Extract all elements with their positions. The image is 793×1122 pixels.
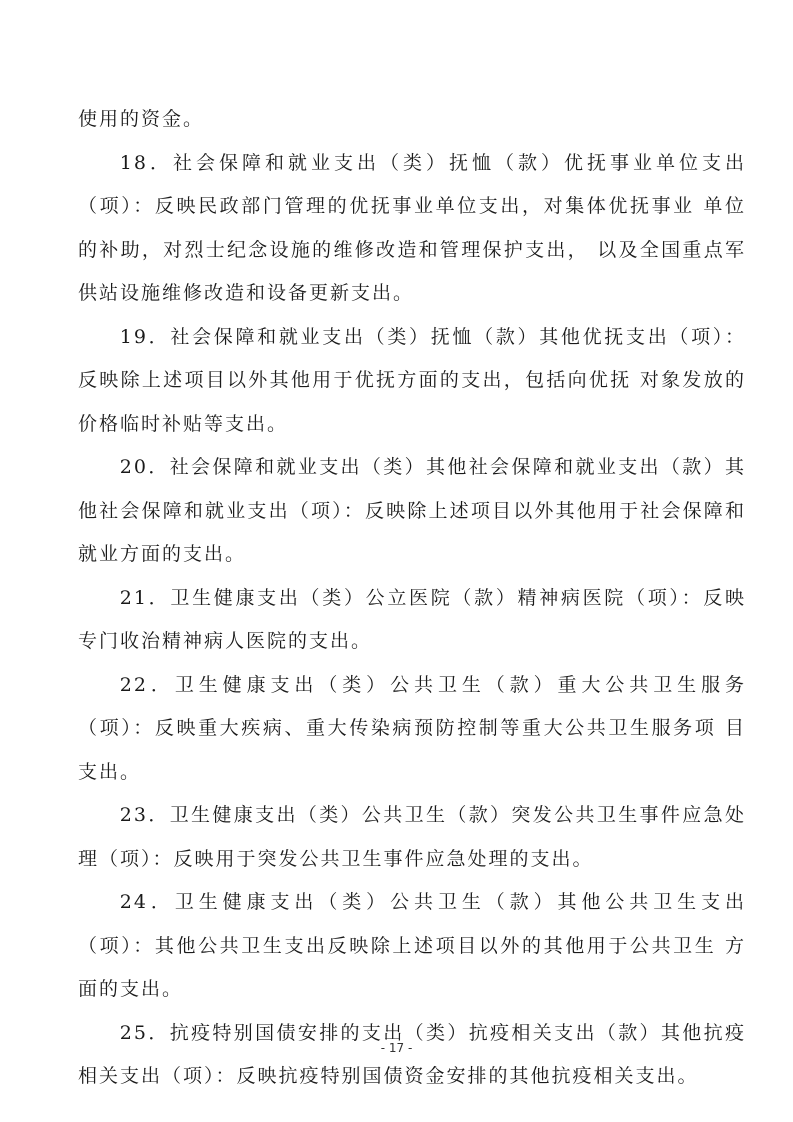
paragraph-item-21: 21．卫生健康支出（类）公立医院（款）精神病医院（项）：反映专门收治精神病人医院的支出。: [78, 586, 746, 652]
page-number: - 17 -: [380, 1041, 413, 1055]
paragraph-item-24: 24．卫生健康支出（类）公共卫生（款）其他公共卫生支出（项）：其他公共卫生支出反映除上述项目以外的其他用于公共卫生 方面的支出。: [78, 891, 746, 1000]
document-body: [78, 98, 746, 1099]
paragraph-continuation: 使用的资金。: [78, 108, 205, 130]
paragraph-item-22: 22．卫生健康支出（类）公共卫生（款）重大公共卫生服务（项）：反映重大疾病、重大传染病预防控制等重大公共卫生服务项 目支出。: [78, 673, 746, 783]
paragraph-item-19: 19．社会保障和就业支出（类）抚恤（款）其他优抚支出（项）：反映除上述项目以外其他用于优抚方面的支出，包括向优抚 对象发放的价格临时补贴等支出。: [78, 325, 746, 435]
paragraph-item-23: 23．卫生健康支出（类）公共卫生（款）突发公共卫生事件应急处理（项）：反映用于突发公共卫生事件应急处理的支出。: [78, 804, 746, 870]
paragraph-item-18: 18．社会保障和就业支出（类）抚恤（款）优抚事业单位支出（项）：反映民政部门管理的优抚事业单位支出，对集体优抚事业 单位的补助，对烈士纪念设施的维修改造和管理保护支出， 以及全国重点军供站设施维修改造和设备更新支出。: [78, 151, 746, 304]
paragraph-item-25: 25．抗疫特别国债安排的支出（类）抗疫相关支出（款）其他抗疫相关支出（项）：反映抗疫特别国债资金安排的其他抗疫相关支出。: [78, 1021, 746, 1087]
paragraph-item-20: 20．社会保障和就业支出（类）其他社会保障和就业支出（款）其他社会保障和就业支出（项）：反映除上述项目以外其他用于社会保障和就业方面的支出。: [78, 456, 746, 565]
